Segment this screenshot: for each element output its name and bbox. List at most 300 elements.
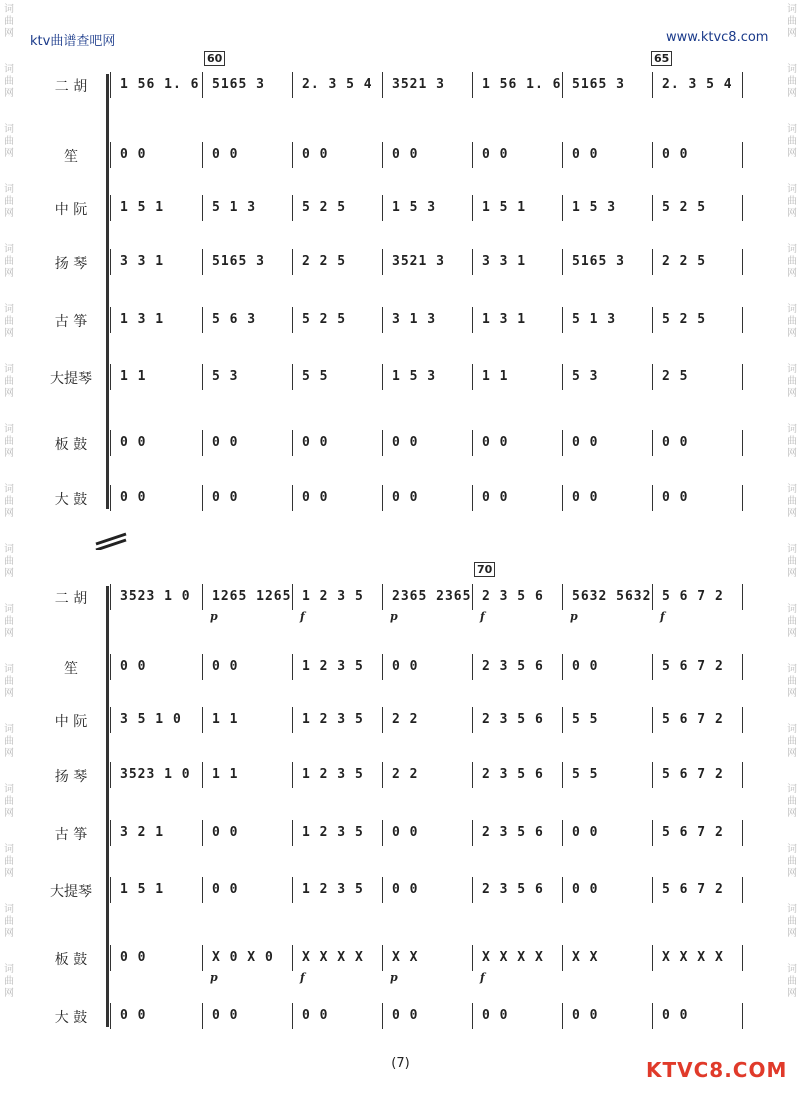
- side-watermark-char: 词: [787, 484, 797, 495]
- barline: [472, 430, 473, 456]
- measure-notes: 2 2 5: [662, 254, 707, 269]
- barline: [110, 72, 111, 98]
- side-watermark-char: 曲: [4, 676, 14, 687]
- barline: [472, 762, 473, 788]
- barline: [652, 72, 653, 98]
- barline: [742, 762, 743, 788]
- barline: [652, 877, 653, 903]
- barline: [472, 364, 473, 390]
- barline: [652, 1003, 653, 1029]
- barline: [742, 877, 743, 903]
- instrument-label: 中 阮: [54, 714, 88, 730]
- measure-notes: 0 0: [572, 659, 599, 674]
- measure-notes: 1 2 3 5: [302, 659, 364, 674]
- measure-notes: 0 0: [392, 435, 419, 450]
- side-watermark-char: 网: [4, 568, 14, 579]
- measure-notes: 1 1: [120, 369, 147, 384]
- measure-notes: 5165 3: [572, 77, 625, 92]
- measure-notes: 3 1 3: [392, 312, 437, 327]
- barline: [202, 364, 203, 390]
- side-watermark-char: 曲: [4, 496, 14, 507]
- measure-notes: 2 3 5 6: [482, 712, 544, 727]
- side-watermark-char: 网: [787, 28, 797, 39]
- barline: [472, 485, 473, 511]
- measure-notes: 1265 1265: [212, 589, 292, 604]
- barline: [382, 307, 383, 333]
- barline: [202, 820, 203, 846]
- dynamic-mark: f: [300, 971, 305, 984]
- dynamic-mark: p: [570, 610, 578, 623]
- side-watermark-char: 曲: [787, 616, 797, 627]
- barline: [382, 364, 383, 390]
- barline: [562, 945, 563, 971]
- barline: [652, 820, 653, 846]
- side-watermark-char: 曲: [4, 436, 14, 447]
- barline: [742, 364, 743, 390]
- barline: [562, 1003, 563, 1029]
- measure-notes: 2 2 5: [302, 254, 347, 269]
- barline: [472, 142, 473, 168]
- watermark-top-left: ktv曲谱查吧网: [30, 34, 116, 49]
- side-watermark-char: 网: [787, 808, 797, 819]
- barline: [382, 707, 383, 733]
- staff-row: [0, 483, 801, 513]
- barline: [562, 485, 563, 511]
- side-watermark-char: 网: [4, 688, 14, 699]
- measure-notes: 0 0: [212, 490, 239, 505]
- staff-row: [0, 875, 801, 905]
- side-watermark-char: 词: [787, 844, 797, 855]
- measure-notes: 0 0: [572, 435, 599, 450]
- measure-notes: 3521 3: [392, 254, 445, 269]
- barline: [742, 584, 743, 610]
- instrument-label: 笙: [64, 661, 78, 677]
- instrument-label: 大提琴: [50, 371, 92, 387]
- measure-notes: 5 6 7 2: [662, 659, 724, 674]
- side-watermark-char: 曲: [787, 316, 797, 327]
- measure-notes: 2. 3 5 4: [302, 77, 373, 92]
- barline: [292, 762, 293, 788]
- barline: [472, 307, 473, 333]
- barline: [652, 307, 653, 333]
- measure-notes: 1 5 3: [572, 200, 617, 215]
- side-watermark-char: 词: [4, 4, 14, 15]
- instrument-label: 笙: [64, 149, 78, 165]
- measure-notes: 0 0: [572, 825, 599, 840]
- barline: [652, 430, 653, 456]
- barline: [292, 1003, 293, 1029]
- measure-notes: 0 0: [392, 490, 419, 505]
- barline: [110, 430, 111, 456]
- measure-notes: 0 0: [572, 490, 599, 505]
- side-watermark-char: 曲: [4, 136, 14, 147]
- barline: [652, 707, 653, 733]
- barline: [110, 249, 111, 275]
- instrument-label: 扬 琴: [54, 769, 88, 785]
- side-watermark-char: 曲: [787, 436, 797, 447]
- measure-notes: 0 0: [662, 435, 689, 450]
- measure-notes: X X: [392, 950, 419, 965]
- barline: [742, 945, 743, 971]
- side-watermark-char: 网: [4, 448, 14, 459]
- barline: [562, 72, 563, 98]
- measure-notes: 5165 3: [212, 254, 265, 269]
- measure-notes: 0 0: [392, 882, 419, 897]
- measure-notes: 5165 3: [212, 77, 265, 92]
- barline: [292, 72, 293, 98]
- side-watermark-char: 曲: [787, 916, 797, 927]
- site-logo: KTVC8.COM: [646, 1058, 788, 1082]
- measure-notes: 1 3 1: [120, 312, 165, 327]
- staff-row: [0, 428, 801, 458]
- measure-notes: 5 1 3: [212, 200, 257, 215]
- barline: [562, 707, 563, 733]
- measure-notes: 5 6 7 2: [662, 712, 724, 727]
- barline: [652, 584, 653, 610]
- barline: [202, 142, 203, 168]
- barline: [382, 820, 383, 846]
- measure-notes: 1 5 3: [392, 200, 437, 215]
- side-watermark-char: 曲: [4, 736, 14, 747]
- barline: [382, 430, 383, 456]
- side-watermark-char: 曲: [4, 556, 14, 567]
- measure-notes: 0 0: [120, 950, 147, 965]
- side-watermark-char: 网: [787, 868, 797, 879]
- rehearsal-mark: 60: [204, 51, 225, 66]
- barline: [472, 584, 473, 610]
- side-watermark-char: 曲: [787, 376, 797, 387]
- side-watermark-char: 曲: [4, 16, 14, 27]
- barline: [562, 195, 563, 221]
- side-watermark-char: 曲: [787, 976, 797, 987]
- measure-notes: 0 0: [572, 882, 599, 897]
- measure-notes: 0 0: [302, 1008, 329, 1023]
- barline: [652, 142, 653, 168]
- measure-notes: 3521 3: [392, 77, 445, 92]
- barline: [110, 364, 111, 390]
- side-watermark-char: 词: [4, 604, 14, 615]
- barline: [742, 485, 743, 511]
- barline: [562, 142, 563, 168]
- measure-notes: 5 6 3: [212, 312, 257, 327]
- side-watermark-char: 词: [4, 724, 14, 735]
- system-separator-icon: [94, 530, 128, 550]
- barline: [292, 249, 293, 275]
- barline: [742, 142, 743, 168]
- measure-notes: 0 0: [120, 490, 147, 505]
- instrument-label: 板 鼓: [54, 952, 88, 968]
- instrument-label: 大 鼓: [54, 1010, 88, 1026]
- measure-notes: 0 0: [212, 659, 239, 674]
- staff-row: [0, 818, 801, 848]
- measure-notes: 0 0: [482, 490, 509, 505]
- side-watermark-char: 网: [4, 28, 14, 39]
- dynamic-mark: f: [480, 971, 485, 984]
- measure-notes: 5 1 3: [572, 312, 617, 327]
- measure-notes: 0 0: [302, 490, 329, 505]
- measure-notes: 5 5: [572, 767, 599, 782]
- measure-notes: 0 0: [212, 147, 239, 162]
- barline: [110, 762, 111, 788]
- measure-notes: 2 3 5 6: [482, 589, 544, 604]
- staff-row: [0, 193, 801, 223]
- barline: [110, 584, 111, 610]
- side-watermark-char: 词: [787, 544, 797, 555]
- barline: [742, 249, 743, 275]
- instrument-label: 二 胡: [54, 591, 88, 607]
- barline: [382, 72, 383, 98]
- barline: [382, 142, 383, 168]
- side-watermark-char: 词: [4, 544, 14, 555]
- side-watermark-char: 曲: [4, 316, 14, 327]
- dynamic-mark: f: [480, 610, 485, 623]
- barline: [292, 584, 293, 610]
- measure-notes: 5 2 5: [302, 312, 347, 327]
- barline: [742, 1003, 743, 1029]
- barline: [292, 485, 293, 511]
- barline: [292, 195, 293, 221]
- measure-notes: 2 2: [392, 767, 419, 782]
- barline: [202, 1003, 203, 1029]
- dynamic-mark: p: [390, 971, 398, 984]
- barline: [292, 707, 293, 733]
- barline: [382, 877, 383, 903]
- staff-row: [0, 140, 801, 170]
- barline: [202, 307, 203, 333]
- barline: [472, 654, 473, 680]
- staff-row: [0, 760, 801, 790]
- measure-notes: 5 3: [572, 369, 599, 384]
- barline: [472, 72, 473, 98]
- side-watermark-char: 词: [4, 964, 14, 975]
- measure-notes: 1 2 3 5: [302, 767, 364, 782]
- measure-notes: 0 0: [662, 147, 689, 162]
- side-watermark-char: 词: [787, 724, 797, 735]
- side-watermark-char: 曲: [787, 76, 797, 87]
- measure-notes: 1 2 3 5: [302, 882, 364, 897]
- measure-notes: 3 5 1 0: [120, 712, 182, 727]
- side-watermark-char: 词: [4, 664, 14, 675]
- measure-notes: 5 2 5: [662, 200, 707, 215]
- barline: [292, 820, 293, 846]
- side-watermark-char: 网: [787, 748, 797, 759]
- measure-notes: 1 2 3 5: [302, 825, 364, 840]
- measure-notes: 2. 3 5 4: [662, 77, 733, 92]
- barline: [110, 1003, 111, 1029]
- side-watermark-char: 网: [787, 508, 797, 519]
- measure-notes: 5 6 7 2: [662, 882, 724, 897]
- measure-notes: 2 3 5 6: [482, 825, 544, 840]
- side-watermark-char: 网: [4, 148, 14, 159]
- side-watermark-char: 网: [787, 568, 797, 579]
- measure-notes: 0 0: [572, 1008, 599, 1023]
- measure-notes: 5 6 7 2: [662, 767, 724, 782]
- side-watermark-char: 词: [787, 244, 797, 255]
- side-watermark-char: 曲: [787, 196, 797, 207]
- measure-notes: 2 2: [392, 712, 419, 727]
- staff-row: [0, 705, 801, 735]
- measure-notes: 0 0: [392, 1008, 419, 1023]
- measure-notes: 0 0: [662, 490, 689, 505]
- side-watermark-char: 网: [4, 208, 14, 219]
- barline: [562, 584, 563, 610]
- instrument-label: 中 阮: [54, 202, 88, 218]
- measure-notes: 5 6 7 2: [662, 589, 724, 604]
- side-watermark-char: 词: [787, 424, 797, 435]
- barline: [292, 307, 293, 333]
- measure-notes: 1 2 3 5: [302, 712, 364, 727]
- barline: [652, 364, 653, 390]
- barline: [742, 72, 743, 98]
- measure-notes: 0 0: [392, 659, 419, 674]
- barline: [472, 707, 473, 733]
- side-watermark-char: 词: [4, 124, 14, 135]
- side-watermark-char: 词: [4, 424, 14, 435]
- barline: [202, 584, 203, 610]
- measure-notes: 0 0: [302, 147, 329, 162]
- staff-row: [0, 362, 801, 392]
- barline: [472, 195, 473, 221]
- measure-notes: 0 0: [662, 1008, 689, 1023]
- side-watermark-char: 网: [787, 448, 797, 459]
- barline: [652, 195, 653, 221]
- side-watermark-char: 词: [4, 364, 14, 375]
- side-watermark-char: 词: [4, 904, 14, 915]
- side-watermark-char: 网: [787, 88, 797, 99]
- dynamic-mark: f: [660, 610, 665, 623]
- barline: [562, 364, 563, 390]
- measure-notes: 5 6 7 2: [662, 825, 724, 840]
- side-watermark-char: 曲: [787, 16, 797, 27]
- measure-notes: 1 1: [212, 712, 239, 727]
- side-watermark-char: 曲: [787, 136, 797, 147]
- barline: [382, 195, 383, 221]
- side-watermark-char: 曲: [4, 976, 14, 987]
- measure-notes: 0 0: [392, 147, 419, 162]
- side-watermark-char: 词: [4, 484, 14, 495]
- barline: [292, 364, 293, 390]
- measure-notes: 0 0: [212, 435, 239, 450]
- barline: [202, 195, 203, 221]
- barline: [472, 945, 473, 971]
- side-watermark-char: 词: [787, 184, 797, 195]
- side-watermark-char: 词: [787, 664, 797, 675]
- rehearsal-mark: 70: [474, 562, 495, 577]
- barline: [110, 654, 111, 680]
- measure-notes: 2 3 5 6: [482, 882, 544, 897]
- side-watermark-char: 网: [4, 748, 14, 759]
- measure-notes: 1 1: [212, 767, 239, 782]
- barline: [382, 945, 383, 971]
- barline: [382, 1003, 383, 1029]
- barline: [562, 762, 563, 788]
- measure-notes: 0 0: [120, 1008, 147, 1023]
- barline: [110, 307, 111, 333]
- measure-notes: 0 0: [482, 435, 509, 450]
- barline: [652, 485, 653, 511]
- side-watermark-char: 网: [4, 928, 14, 939]
- side-watermark-char: 词: [4, 244, 14, 255]
- barline: [562, 654, 563, 680]
- measure-notes: 0 0: [120, 435, 147, 450]
- side-watermark-char: 词: [787, 304, 797, 315]
- side-watermark-char: 网: [787, 628, 797, 639]
- dynamic-mark: p: [390, 610, 398, 623]
- measure-notes: 0 0: [120, 659, 147, 674]
- staff-row: [0, 652, 801, 682]
- measure-notes: X 0 X 0: [212, 950, 274, 965]
- barline: [382, 762, 383, 788]
- page-number: (7): [391, 1056, 410, 1071]
- side-watermark-char: 网: [4, 628, 14, 639]
- side-watermark-char: 网: [4, 268, 14, 279]
- side-watermark-char: 曲: [4, 616, 14, 627]
- measure-notes: 0 0: [482, 1008, 509, 1023]
- barline: [110, 877, 111, 903]
- side-watermark-char: 词: [4, 64, 14, 75]
- side-watermark-char: 曲: [4, 916, 14, 927]
- measure-notes: 0 0: [392, 825, 419, 840]
- measure-notes: 5 2 5: [662, 312, 707, 327]
- measure-notes: X X X X: [662, 950, 724, 965]
- barline: [110, 142, 111, 168]
- measure-notes: 2 5: [662, 369, 689, 384]
- measure-notes: X X X X: [482, 950, 544, 965]
- side-watermark-char: 曲: [787, 856, 797, 867]
- measure-notes: 1 2 3 5: [302, 589, 364, 604]
- instrument-label: 大提琴: [50, 884, 92, 900]
- measure-notes: 1 1: [482, 369, 509, 384]
- barline: [472, 877, 473, 903]
- barline: [292, 430, 293, 456]
- barline: [652, 945, 653, 971]
- side-watermark-char: 曲: [787, 256, 797, 267]
- barline: [742, 307, 743, 333]
- side-watermark-char: 曲: [4, 376, 14, 387]
- side-watermark-char: 网: [787, 208, 797, 219]
- barline: [292, 945, 293, 971]
- measure-notes: 1 5 1: [120, 200, 165, 215]
- measure-notes: 2365 2365: [392, 589, 472, 604]
- barline: [202, 249, 203, 275]
- side-watermark-char: 曲: [4, 856, 14, 867]
- barline: [110, 195, 111, 221]
- side-watermark-char: 词: [787, 4, 797, 15]
- side-watermark-char: 曲: [4, 76, 14, 87]
- barline: [202, 430, 203, 456]
- barline: [292, 654, 293, 680]
- barline: [562, 249, 563, 275]
- staff-row: [0, 247, 801, 277]
- staff-row: [0, 582, 801, 612]
- barline: [202, 707, 203, 733]
- side-watermark-char: 网: [4, 388, 14, 399]
- measure-notes: 5 2 5: [302, 200, 347, 215]
- side-watermark-char: 词: [787, 364, 797, 375]
- instrument-label: 扬 琴: [54, 256, 88, 272]
- measure-notes: 2 3 5 6: [482, 659, 544, 674]
- side-watermark-char: 曲: [787, 556, 797, 567]
- barline: [202, 877, 203, 903]
- barline: [652, 762, 653, 788]
- measure-notes: 0 0: [572, 147, 599, 162]
- side-watermark-char: 曲: [4, 256, 14, 267]
- barline: [742, 195, 743, 221]
- side-watermark-char: 曲: [787, 496, 797, 507]
- barline: [382, 584, 383, 610]
- barline: [652, 654, 653, 680]
- instrument-label: 古 筝: [54, 314, 88, 330]
